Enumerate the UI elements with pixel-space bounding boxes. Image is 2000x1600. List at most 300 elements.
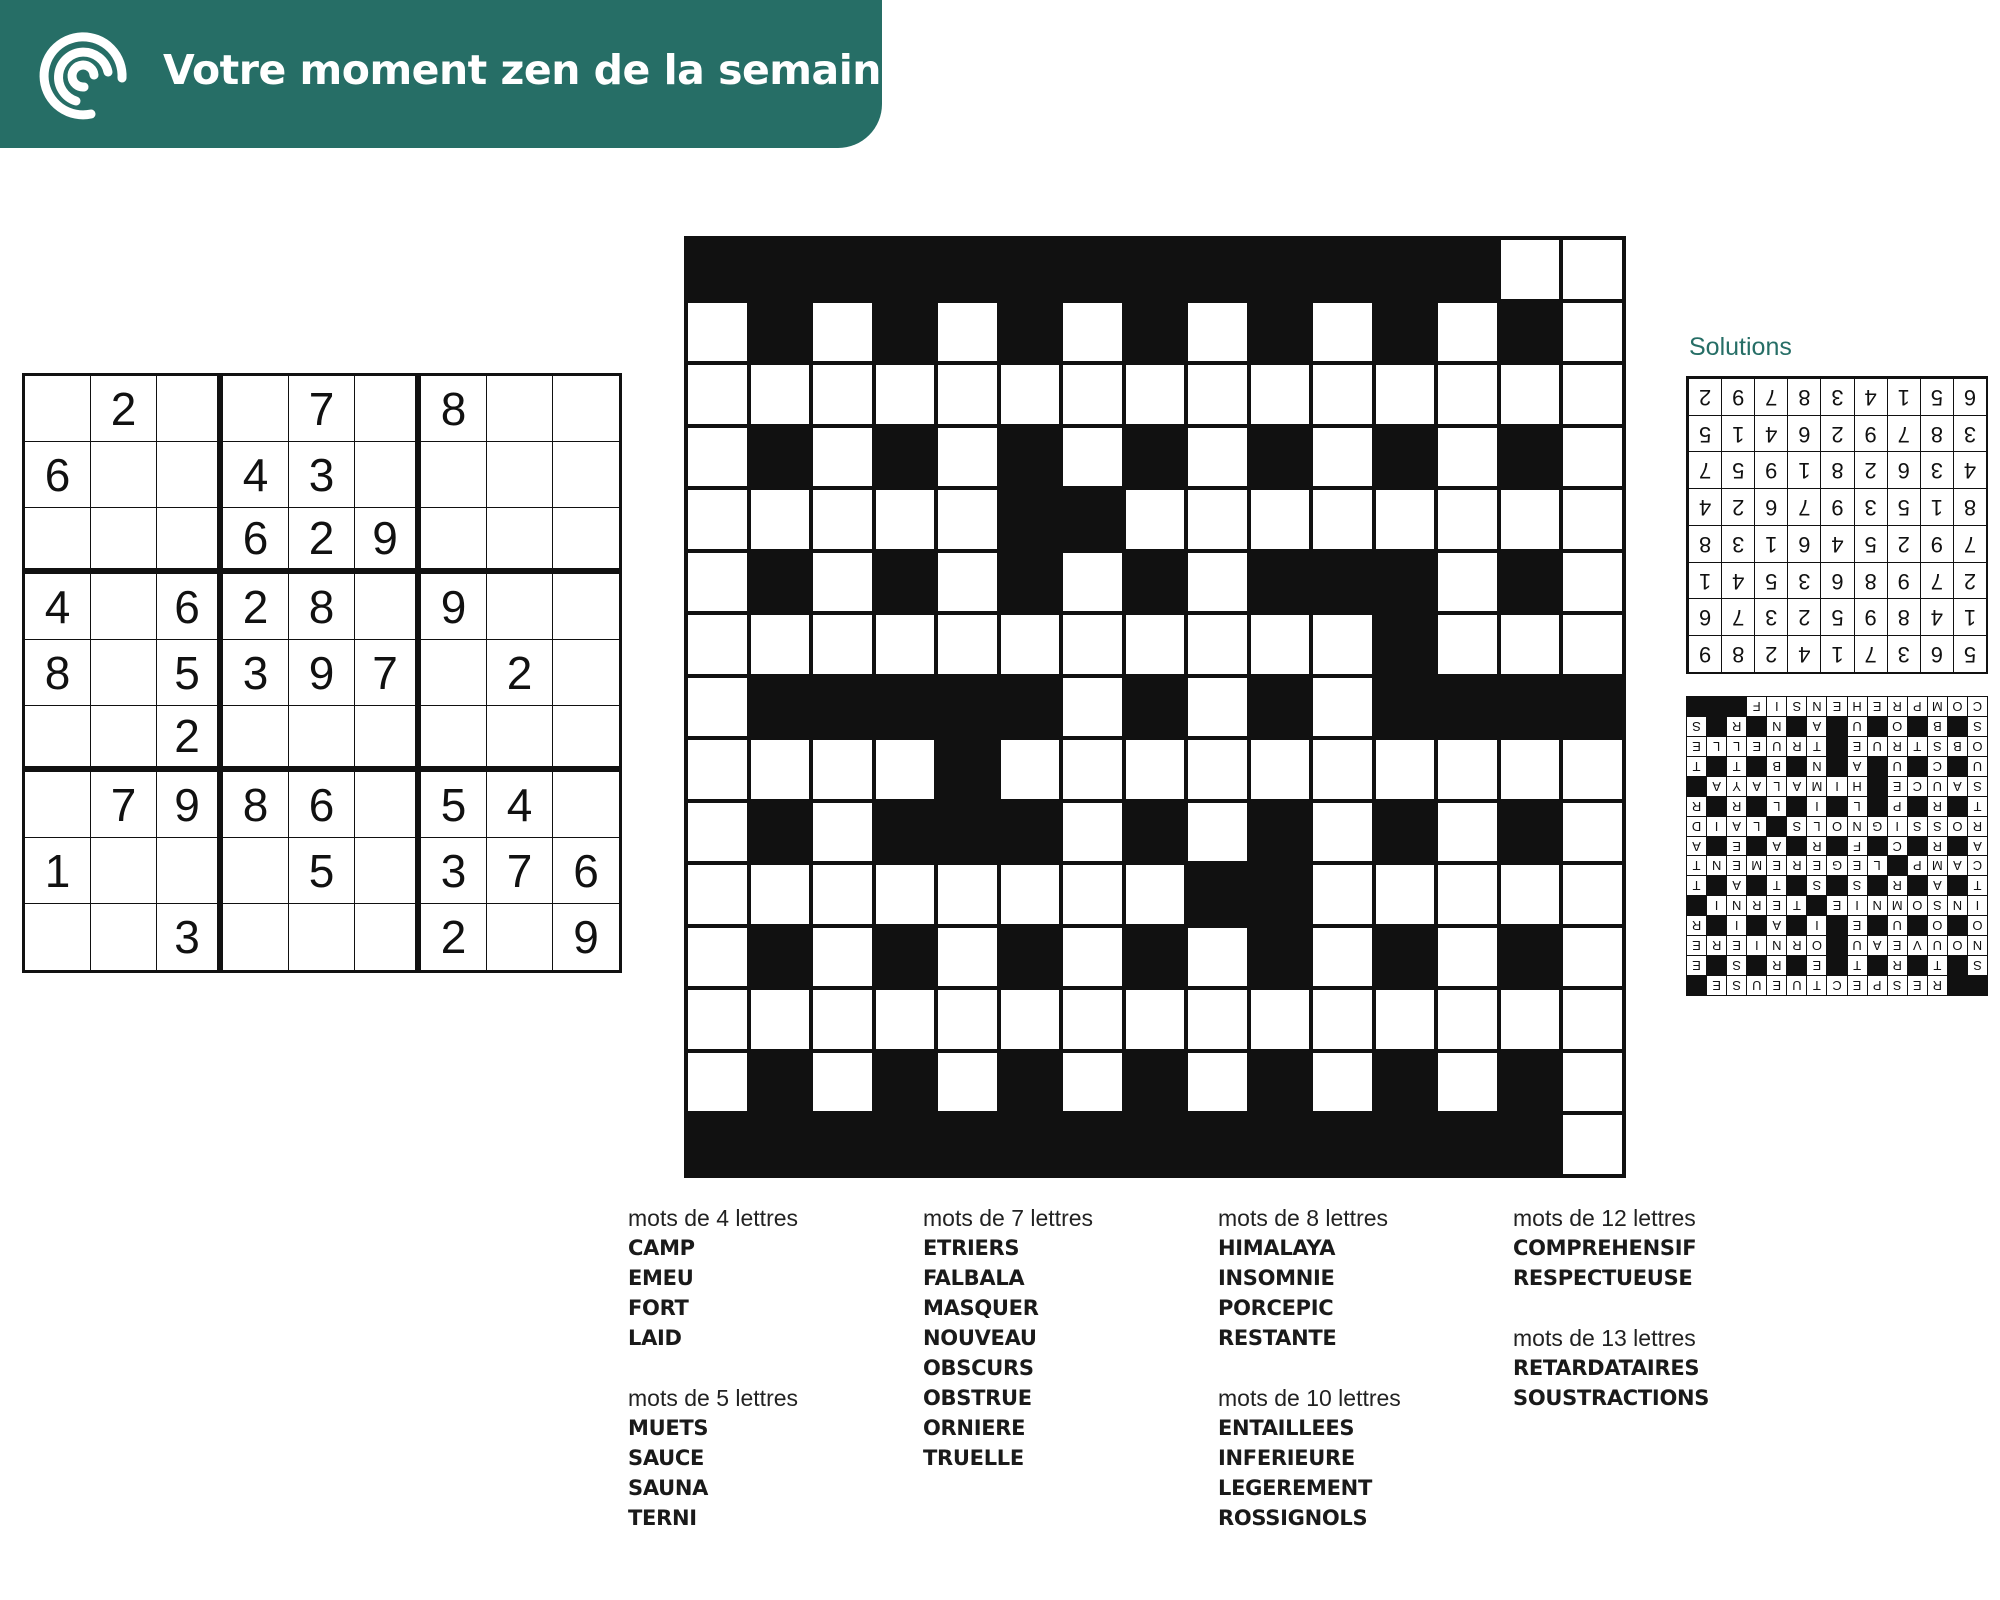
solution-black-cell — [1787, 837, 1806, 856]
sudoku-cell: 2 — [157, 706, 223, 772]
solution-letter-cell: R — [1787, 936, 1806, 955]
crossword-cell — [688, 803, 747, 862]
solution-black-cell — [1827, 936, 1846, 955]
solution-letter-cell: E — [1747, 737, 1766, 756]
solution-letter-cell: E — [1827, 896, 1846, 915]
crossword-cell — [1063, 990, 1122, 1049]
solution-black-cell — [1827, 717, 1846, 736]
solution-letter-cell: B — [1767, 757, 1786, 776]
crossword-black-cell — [1501, 803, 1560, 862]
word-group — [628, 1203, 798, 1353]
crossword-cell — [1188, 428, 1247, 487]
crossword-cell — [1376, 865, 1435, 924]
crossword-black-cell — [1001, 1115, 1060, 1174]
solution-letter-cell: I — [1727, 916, 1746, 935]
word-item: RETARDATAIRES — [1513, 1356, 1700, 1380]
solution-letter-cell: C — [1888, 837, 1907, 856]
solution-letter-cell: T — [1807, 737, 1826, 756]
word-item: MUETS — [628, 1416, 709, 1440]
crossword-cell — [938, 553, 997, 612]
solution-sudoku-cell: 6 — [1787, 525, 1820, 562]
solution-letter-cell: R — [1928, 837, 1947, 856]
crossword-black-cell — [751, 553, 810, 612]
crossword-cell — [1126, 740, 1185, 799]
solution-sudoku-cell: 2 — [1953, 562, 1986, 599]
solution-letter-cell: C — [1968, 697, 1987, 716]
solution-black-cell — [1908, 916, 1927, 935]
solution-letter-cell: T — [1767, 876, 1786, 895]
solution-sudoku-cell: 7 — [1887, 415, 1920, 452]
solution-letter-cell: U — [1848, 717, 1867, 736]
crossword-cell — [1313, 1053, 1372, 1112]
solution-letter-cell: R — [1807, 837, 1826, 856]
solution-black-cell — [1908, 837, 1927, 856]
word-item: SAUNA — [628, 1476, 709, 1500]
solution-letter-cell: T — [1687, 856, 1706, 875]
solution-letter-cell: A — [1868, 936, 1887, 955]
solution-letter-cell: R — [1888, 956, 1907, 975]
solution-letter-cell: A — [1848, 757, 1867, 776]
solution-sudoku-cell: 1 — [1887, 378, 1920, 415]
sudoku-cell: 8 — [223, 772, 289, 838]
solution-letter-cell: R — [1928, 797, 1947, 816]
crossword-cell — [1563, 990, 1622, 1049]
solution-sudoku-cell: 5 — [1887, 488, 1920, 525]
word-item: OBSCURS — [923, 1356, 1034, 1380]
solution-sudoku-cell: 8 — [1820, 452, 1853, 489]
sudoku-cell — [157, 376, 223, 442]
crossword-cell — [1313, 990, 1372, 1049]
solution-letter-cell: T — [1928, 956, 1947, 975]
solution-letter-cell: T — [1848, 956, 1867, 975]
crossword-cell — [1563, 490, 1622, 549]
crossword-cell — [876, 740, 935, 799]
crossword-cell — [876, 490, 935, 549]
crossword-black-cell — [938, 1115, 997, 1174]
crossword-black-cell — [1001, 240, 1060, 299]
sudoku-cell — [487, 904, 553, 970]
word-item: NOUVEAU — [923, 1326, 1037, 1350]
crossword-black-cell — [1376, 1053, 1435, 1112]
crossword-black-cell — [1438, 240, 1497, 299]
crossword-black-cell — [876, 928, 935, 987]
solution-letter-cell: E — [1868, 697, 1887, 716]
solution-letter-cell: O — [1948, 817, 1967, 836]
crossword-black-cell — [1063, 1115, 1122, 1174]
solution-letter-cell: Y — [1727, 777, 1746, 796]
crossword-cell — [813, 990, 872, 1049]
crossword-cell — [938, 428, 997, 487]
sudoku-cell: 7 — [487, 838, 553, 904]
crossword-cell — [1188, 553, 1247, 612]
sudoku-cell: 2 — [289, 508, 355, 574]
crossword-black-cell — [1313, 553, 1372, 612]
crossword-cell — [938, 865, 997, 924]
word-group-heading: mots de 12 lettres — [1513, 1205, 1696, 1231]
solution-letter-cell: S — [1807, 876, 1826, 895]
solution-letter-cell: S — [1968, 956, 1987, 975]
word-item: FALBALA — [923, 1266, 1025, 1290]
crossword-cell — [1063, 865, 1122, 924]
solution-letter-cell: M — [1888, 896, 1907, 915]
solution-letter-cell: R — [1747, 896, 1766, 915]
solution-letter-cell: U — [1848, 936, 1867, 955]
crossword-black-cell — [751, 240, 810, 299]
solution-black-cell — [1707, 916, 1726, 935]
sudoku-row — [25, 904, 619, 970]
solution-letter-cell: A — [1968, 837, 1987, 856]
crossword-cell — [1563, 1115, 1622, 1174]
crossword-black-cell — [1126, 678, 1185, 737]
solution-black-cell — [1868, 757, 1887, 776]
solution-letter-cell: C — [1928, 757, 1947, 776]
solution-sudoku-cell: 6 — [1754, 488, 1787, 525]
solution-sudoku-cell: 9 — [1820, 488, 1853, 525]
solution-sudoku-cell: 6 — [1887, 452, 1920, 489]
word-group-heading: mots de 8 lettres — [1218, 1205, 1389, 1231]
solution-sudoku-cell: 2 — [1887, 525, 1920, 562]
crossword-black-cell — [813, 240, 872, 299]
solution-black-cell — [1827, 916, 1846, 935]
crossword-black-cell — [751, 928, 810, 987]
sudoku-cell — [223, 904, 289, 970]
crossword-cell — [1438, 365, 1497, 424]
solution-black-cell — [1948, 717, 1967, 736]
word-item: COMPREHENSIF — [1513, 1236, 1697, 1260]
solution-black-cell — [1948, 956, 1967, 975]
crossword-cell — [1126, 490, 1185, 549]
crossword-cell — [1501, 240, 1560, 299]
sudoku-cell — [91, 640, 157, 706]
solution-letter-cell: I — [1848, 896, 1867, 915]
crossword-cell — [1313, 428, 1372, 487]
solution-letter-cell: N — [1948, 896, 1967, 915]
solution-letter-cell: N — [1767, 936, 1786, 955]
crossword-cell — [688, 990, 747, 1049]
solution-letter-cell: T — [1687, 757, 1706, 776]
sudoku-cell — [223, 838, 289, 904]
crossword-cell — [688, 928, 747, 987]
solution-letter-cell: O — [1968, 916, 1987, 935]
solution-letter-cell: U — [1787, 976, 1806, 995]
crossword-cell — [1438, 740, 1497, 799]
crossword-black-cell — [751, 803, 810, 862]
solution-letter-cell: L — [1767, 777, 1786, 796]
crossword-cell — [1438, 303, 1497, 362]
solution-letter-cell: N — [1968, 936, 1987, 955]
solution-letter-cell: H — [1848, 697, 1867, 716]
crossword-black-cell — [751, 1115, 810, 1174]
crossword-cell — [1063, 928, 1122, 987]
crossword-cell — [1501, 990, 1560, 1049]
crossword-black-cell — [1126, 803, 1185, 862]
crossword-cell — [688, 303, 747, 362]
solution-letter-cell: N — [1868, 896, 1887, 915]
sudoku-cell: 4 — [25, 574, 91, 640]
solution-letter-cell: S — [1687, 717, 1706, 736]
solution-sudoku-cell: 7 — [1787, 488, 1820, 525]
crossword-cell — [1376, 740, 1435, 799]
sudoku-cell: 9 — [289, 640, 355, 706]
crossword-cell — [688, 615, 747, 674]
crossword-black-cell — [1376, 803, 1435, 862]
sudoku-cell — [25, 376, 91, 442]
solution-letter-cell: O — [1928, 916, 1947, 935]
crossword-black-cell — [1001, 803, 1060, 862]
word-group-heading: mots de 10 lettres — [1218, 1385, 1401, 1411]
solution-letter-cell: A — [1787, 777, 1806, 796]
solution-sudoku-cell: 8 — [1854, 562, 1887, 599]
solution-black-cell — [1948, 797, 1967, 816]
solution-letter-cell: T — [1787, 896, 1806, 915]
page-title: Votre moment zen de la semaine — [163, 46, 909, 94]
sudoku-cell — [289, 706, 355, 772]
crossword-black-cell — [1001, 553, 1060, 612]
solution-sudoku-cell: 5 — [1854, 525, 1887, 562]
crossword-cell — [1188, 1053, 1247, 1112]
crossword-black-cell — [1376, 553, 1435, 612]
word-item: LAID — [628, 1326, 682, 1350]
crossword-cell — [1188, 928, 1247, 987]
crossword-black-cell — [876, 803, 935, 862]
solution-letter-cell: A — [1707, 777, 1726, 796]
sudoku-cell: 7 — [289, 376, 355, 442]
crossword-cell — [813, 865, 872, 924]
solution-sudoku-cell: 7 — [1953, 525, 1986, 562]
sudoku-cell: 6 — [223, 508, 289, 574]
solution-letter-cell: S — [1968, 717, 1987, 736]
solution-letter-cell: A — [1948, 777, 1967, 796]
sudoku-cell: 7 — [91, 772, 157, 838]
crossword-cell — [1126, 615, 1185, 674]
solution-letter-cell: A — [1727, 817, 1746, 836]
crossword-cell — [1313, 678, 1372, 737]
sudoku-cell: 6 — [289, 772, 355, 838]
crossword-black-cell — [1376, 428, 1435, 487]
word-group — [628, 1383, 798, 1533]
crossword-cell — [1438, 865, 1497, 924]
crossword-cell — [1563, 553, 1622, 612]
word-item: SAUCE — [628, 1446, 705, 1470]
solution-letter-cell: A — [1687, 837, 1706, 856]
crossword-black-cell — [1188, 865, 1247, 924]
word-group — [1513, 1203, 1696, 1293]
word-item: CAMP — [628, 1236, 695, 1260]
crossword-black-cell — [688, 240, 747, 299]
sudoku-cell — [553, 442, 619, 508]
sudoku-cell — [421, 706, 487, 772]
solution-letter-cell: E — [1848, 916, 1867, 935]
solution-sudoku-cell: 9 — [1920, 525, 1953, 562]
solution-letter-cell: V — [1908, 936, 1927, 955]
word-item: INSOMNIE — [1218, 1266, 1335, 1290]
sudoku-cell — [25, 772, 91, 838]
solution-black-cell — [1707, 956, 1726, 975]
solution-sudoku-cell: 8 — [1721, 635, 1754, 672]
crossword-cell — [751, 990, 810, 1049]
sudoku-row — [25, 838, 619, 904]
crossword-cell — [1063, 615, 1122, 674]
solution-sudoku-cell: 7 — [1754, 378, 1787, 415]
sudoku-cell: 8 — [421, 376, 487, 442]
solution-letter-cell: A — [1727, 876, 1746, 895]
sudoku-cell: 5 — [157, 640, 223, 706]
word-item: EMEU — [628, 1266, 694, 1290]
solution-sudoku-cell: 6 — [1820, 562, 1853, 599]
crossword-cell — [1063, 553, 1122, 612]
solution-sudoku-cell: 5 — [1920, 378, 1953, 415]
crossword-cell — [1563, 365, 1622, 424]
solution-letter-cell: O — [1968, 737, 1987, 756]
sudoku-cell — [157, 442, 223, 508]
word-group-heading: mots de 4 lettres — [628, 1205, 799, 1231]
crossword-cell — [813, 490, 872, 549]
solution-letter-cell: I — [1807, 797, 1826, 816]
sudoku-cell — [91, 706, 157, 772]
solution-black-cell — [1948, 976, 1967, 995]
crossword-black-cell — [876, 1053, 935, 1112]
crossword-cell — [1188, 740, 1247, 799]
solution-letter-cell: A — [1928, 876, 1947, 895]
crossword-black-cell — [876, 428, 935, 487]
crossword-cell — [1313, 928, 1372, 987]
solution-letter-cell: L — [1807, 817, 1826, 836]
solution-sudoku-cell: 1 — [1787, 452, 1820, 489]
solution-letter-cell: O — [1948, 936, 1967, 955]
crossword-black-cell — [1313, 240, 1372, 299]
solution-letter-cell: S — [1928, 896, 1947, 915]
solution-letter-cell: E — [1727, 856, 1746, 875]
solution-letter-cell: R — [1888, 876, 1907, 895]
crossword-black-cell — [751, 303, 810, 362]
crossword-cell — [813, 803, 872, 862]
crossword-grid — [684, 236, 1626, 1178]
solution-black-cell — [1687, 896, 1706, 915]
word-group-heading: mots de 7 lettres — [923, 1205, 1094, 1231]
solution-black-cell — [1827, 956, 1846, 975]
crossword-black-cell — [1501, 928, 1560, 987]
solution-black-cell — [1687, 697, 1706, 716]
solution-letter-cell: E — [1888, 936, 1907, 955]
sudoku-cell — [355, 442, 421, 508]
crossword-cell — [1001, 615, 1060, 674]
solution-black-cell — [1908, 717, 1927, 736]
solution-letter-cell: I — [1767, 697, 1786, 716]
solution-black-cell — [1767, 817, 1786, 836]
crossword-black-cell — [1251, 928, 1310, 987]
sudoku-cell — [355, 706, 421, 772]
solution-letter-cell: S — [1888, 976, 1907, 995]
sudoku-cell: 2 — [421, 904, 487, 970]
sudoku-cell: 9 — [421, 574, 487, 640]
crossword-black-cell — [1126, 240, 1185, 299]
solution-letter-cell: R — [1727, 797, 1746, 816]
crossword-cell — [938, 990, 997, 1049]
crossword-black-cell — [1251, 1115, 1310, 1174]
crossword-cell — [1501, 615, 1560, 674]
solution-black-cell — [1707, 876, 1726, 895]
solution-black-cell — [1868, 837, 1887, 856]
solution-sudoku-cell: 1 — [1820, 635, 1853, 672]
solution-letter-cell: U — [1747, 976, 1766, 995]
solution-letter-cell: L — [1747, 817, 1766, 836]
solution-black-cell — [1687, 976, 1706, 995]
crossword-cell — [1063, 740, 1122, 799]
sudoku-cell — [25, 508, 91, 574]
crossword-cell — [1188, 365, 1247, 424]
crossword-cell — [1313, 365, 1372, 424]
solution-black-cell — [1787, 797, 1806, 816]
solution-sudoku-cell: 4 — [1721, 562, 1754, 599]
solution-sudoku-cell: 3 — [1953, 415, 1986, 452]
crossword-cell — [751, 365, 810, 424]
crossword-cell — [1563, 740, 1622, 799]
sudoku-cell: 4 — [487, 772, 553, 838]
solution-letter-cell: U — [1868, 737, 1887, 756]
solution-sudoku-cell: 6 — [1688, 599, 1721, 636]
crossword-black-cell — [1376, 615, 1435, 674]
solution-letter-cell: I — [1807, 916, 1826, 935]
crossword-cell — [938, 928, 997, 987]
crossword-black-cell — [1376, 678, 1435, 737]
solution-letter-cell: A — [1747, 777, 1766, 796]
sudoku-cell — [421, 508, 487, 574]
solution-letter-cell: S — [1928, 817, 1947, 836]
crossword-cell — [1501, 865, 1560, 924]
sudoku-cell — [91, 574, 157, 640]
solution-black-cell — [1827, 757, 1846, 776]
solution-letter-cell: T — [1727, 757, 1746, 776]
crossword-cell — [876, 865, 935, 924]
sudoku-cell — [553, 706, 619, 772]
crossword-cell — [1188, 490, 1247, 549]
sudoku-cell — [355, 574, 421, 640]
crossword-black-cell — [876, 1115, 935, 1174]
word-group — [1513, 1323, 1709, 1413]
crossword-cell — [1063, 1053, 1122, 1112]
crossword-cell — [751, 740, 810, 799]
sudoku-cell — [553, 574, 619, 640]
solution-letter-cell: B — [1948, 737, 1967, 756]
crossword-cell — [1563, 428, 1622, 487]
solution-black-cell — [1948, 876, 1967, 895]
solution-letter-cell: O — [1948, 697, 1967, 716]
solution-letter-cell: E — [1687, 737, 1706, 756]
crossword-cell — [1313, 803, 1372, 862]
solution-sudoku-cell: 9 — [1688, 635, 1721, 672]
solution-letter-cell: S — [1908, 817, 1927, 836]
solution-sudoku-cell: 6 — [1953, 378, 1986, 415]
solution-letter-cell: P — [1868, 976, 1887, 995]
solution-letter-cell: R — [1707, 936, 1726, 955]
solution-sudoku-cell: 7 — [1721, 599, 1754, 636]
crossword-cell — [688, 678, 747, 737]
solution-letter-cell: U — [1888, 757, 1907, 776]
crossword-black-cell — [1501, 1053, 1560, 1112]
solution-black-cell — [1827, 837, 1846, 856]
sudoku-cell: 6 — [553, 838, 619, 904]
crossword-cell — [1376, 490, 1435, 549]
solution-sudoku-cell: 2 — [1854, 452, 1887, 489]
crossword-cell — [688, 428, 747, 487]
solution-sudoku-cell: 5 — [1820, 599, 1853, 636]
solution-sudoku-cell: 5 — [1721, 452, 1754, 489]
crossword-black-cell — [938, 240, 997, 299]
crossword-black-cell — [813, 1115, 872, 1174]
solution-letter-cell: S — [1727, 976, 1746, 995]
crossword-black-cell — [1126, 928, 1185, 987]
solution-sudoku-cell: 2 — [1721, 488, 1754, 525]
